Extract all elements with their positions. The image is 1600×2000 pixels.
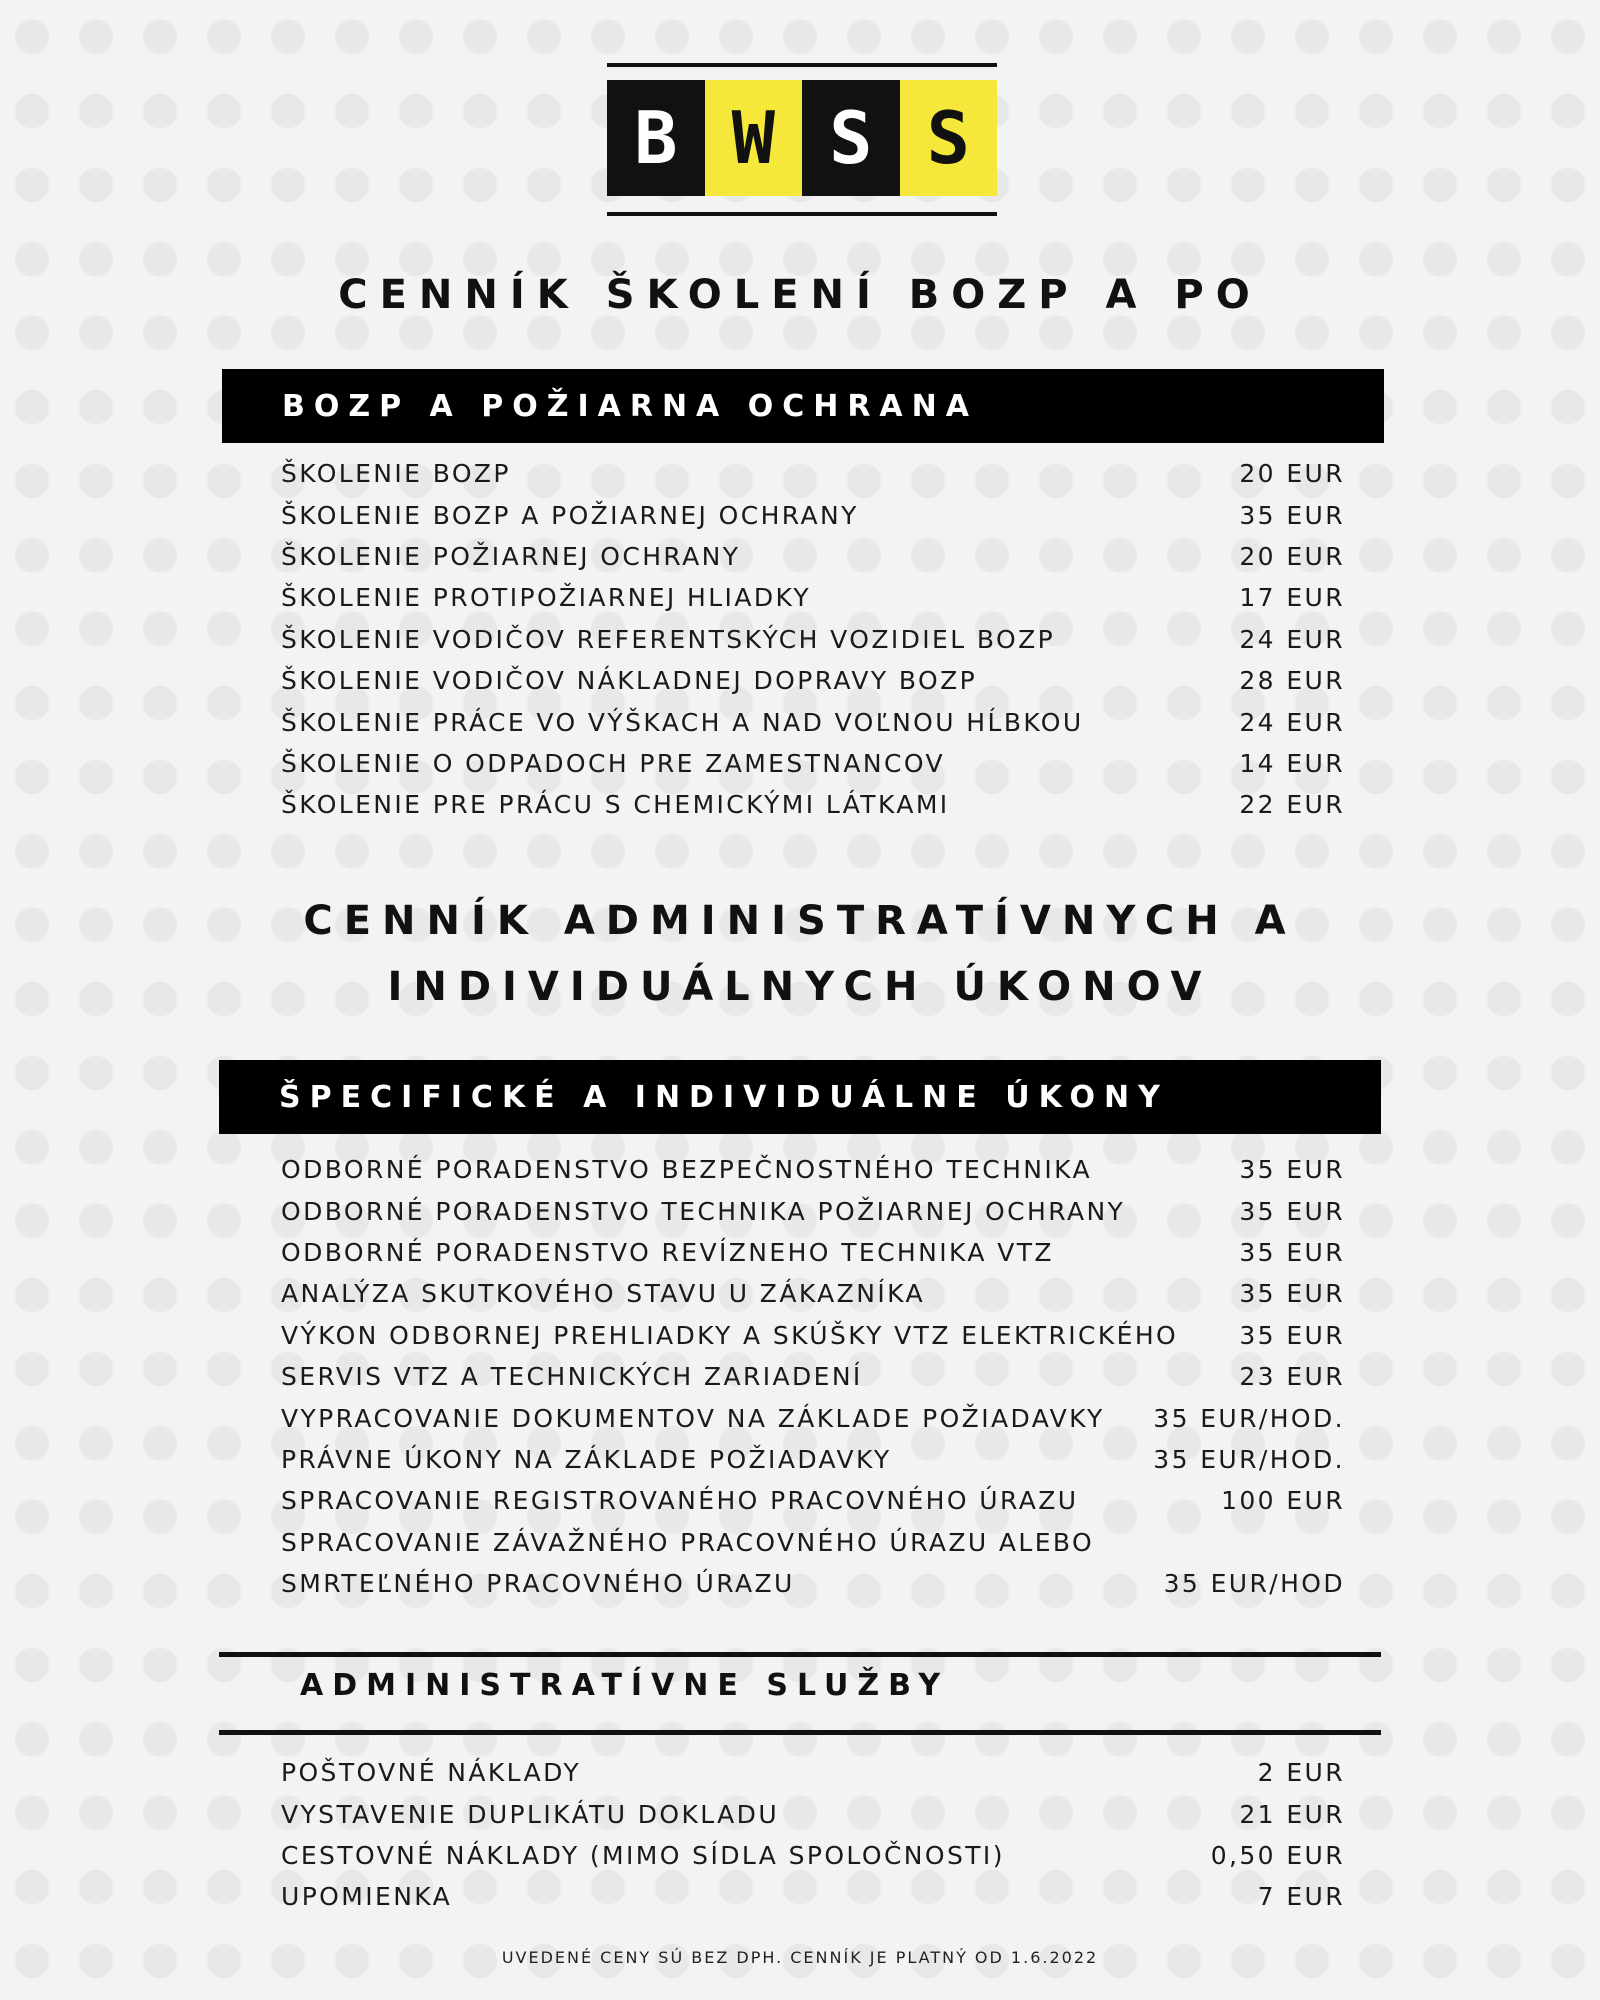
price-row xyxy=(281,1356,1345,1397)
price-row xyxy=(281,1876,1345,1917)
service-price: 14 EUR xyxy=(1239,748,1345,778)
price-row xyxy=(281,453,1345,494)
service-price: 100 EUR xyxy=(1221,1486,1345,1516)
service-price: 2 EUR xyxy=(1257,1758,1345,1788)
main-title-admin-line2: INDIVIDUÁLNYCH ÚKONOV xyxy=(387,964,1213,1010)
service-label: ŠKOLENIE BOZP xyxy=(281,459,511,489)
service-price: 35 EUR xyxy=(1239,500,1345,530)
service-label: ANALÝZA SKUTKOVÉHO STAVU U ZÁKAZNÍKA xyxy=(281,1279,925,1309)
service-label: PRÁVNE ÚKONY NA ZÁKLADE POŽIADAVKY xyxy=(281,1444,892,1474)
service-price: 21 EUR xyxy=(1239,1799,1345,1829)
price-row xyxy=(281,1793,1345,1834)
price-row xyxy=(281,660,1345,701)
service-label: ODBORNÉ PORADENSTVO REVÍZNEHO TECHNIKA VTZ xyxy=(281,1237,1054,1267)
service-price: 0,50 EUR xyxy=(1210,1840,1345,1870)
specific-price-list xyxy=(281,1149,1345,1604)
service-price: 35 EUR/HOD xyxy=(1163,1569,1345,1599)
service-price: 35 EUR xyxy=(1239,1279,1345,1309)
service-label: SERVIS VTZ A TECHNICKÝCH ZARIADENÍ xyxy=(281,1362,863,1392)
section-heading-admin-services: ADMINISTRATÍVNE SLUŽBY xyxy=(300,1668,950,1703)
service-price: 22 EUR xyxy=(1239,790,1345,820)
service-label: SPRACOVANIE REGISTROVANÉHO PRACOVNÉHO ÚRAZU xyxy=(281,1486,1079,1516)
service-price: 35 EUR xyxy=(1239,1155,1345,1185)
main-title-admin-line1: CENNÍK ADMINISTRATÍVNYCH A xyxy=(303,898,1297,944)
price-row xyxy=(281,494,1345,535)
service-label: CESTOVNÉ NÁKLADY (MIMO SÍDLA SPOLOČNOSTI) xyxy=(281,1840,1005,1870)
price-row xyxy=(281,1397,1345,1438)
service-label: ŠKOLENIE VODIČOV REFERENTSKÝCH VOZIDIEL BOZP xyxy=(281,624,1056,654)
service-price: 35 EUR xyxy=(1239,1196,1345,1226)
logo-letter-w: W xyxy=(705,80,803,196)
service-price: 7 EUR xyxy=(1257,1882,1345,1912)
logo-letter-s2: S xyxy=(900,80,998,196)
price-row xyxy=(281,1563,1345,1604)
service-price: 28 EUR xyxy=(1239,666,1345,696)
price-row xyxy=(281,1480,1345,1521)
price-row xyxy=(281,1232,1345,1273)
main-title-trainings: CENNÍK ŠKOLENÍ BOZP A PO xyxy=(338,272,1262,318)
service-price: 35 EUR/HOD. xyxy=(1153,1403,1345,1433)
service-price: 35 EUR xyxy=(1239,1237,1345,1267)
bwss-logo xyxy=(607,63,997,216)
price-row xyxy=(281,1273,1345,1314)
logo-top-rule xyxy=(607,63,997,67)
service-label: ŠKOLENIE PRE PRÁCU S CHEMICKÝMI LÁTKAMI xyxy=(281,790,950,820)
service-label: ŠKOLENIE PROTIPOŽIARNEJ HLIADKY xyxy=(281,583,812,613)
bozp-price-list xyxy=(281,453,1345,826)
price-row xyxy=(281,1835,1345,1876)
service-label: ŠKOLENIE PRÁCE VO VÝŠKACH A NAD VOĽNOU HĹBKOU xyxy=(281,707,1084,737)
footer-note: UVEDENÉ CENY SÚ BEZ DPH. CENNÍK JE PLATNÝ OD 1.6.2022 xyxy=(501,1948,1099,1967)
price-row xyxy=(281,577,1345,618)
price-row xyxy=(281,1190,1345,1231)
service-price: 20 EUR xyxy=(1239,541,1345,571)
section-heading-bozp: BOZP A POŽIARNA OCHRANA xyxy=(222,369,1384,443)
price-row xyxy=(281,743,1345,784)
service-label: ODBORNÉ PORADENSTVO BEZPEČNOSTNÉHO TECHNIKA xyxy=(281,1155,1093,1185)
logo-bottom-rule xyxy=(607,212,997,216)
service-label: ŠKOLENIE VODIČOV NÁKLADNEJ DOPRAVY BOZP xyxy=(281,666,978,696)
service-label: POŠTOVNÉ NÁKLADY xyxy=(281,1758,582,1788)
logo-letter-s1: S xyxy=(802,80,900,196)
price-row xyxy=(281,1439,1345,1480)
service-price: 23 EUR xyxy=(1239,1362,1345,1392)
service-label: ODBORNÉ PORADENSTVO TECHNIKA POŽIARNEJ OCHRANY xyxy=(281,1196,1126,1226)
service-label: ŠKOLENIE POŽIARNEJ OCHRANY xyxy=(281,541,741,571)
price-row xyxy=(281,1315,1345,1356)
service-price: 35 EUR/HOD. xyxy=(1153,1444,1345,1474)
price-row xyxy=(281,1149,1345,1190)
price-row xyxy=(281,1522,1345,1563)
divider-top xyxy=(219,1652,1381,1657)
service-price: 35 EUR xyxy=(1239,1320,1345,1350)
service-label: VÝKON ODBORNEJ PREHLIADKY A SKÚŠKY VTZ ELEKTRICKÉHO xyxy=(281,1320,1179,1350)
price-row xyxy=(281,701,1345,742)
service-price: 24 EUR xyxy=(1239,707,1345,737)
service-price: 24 EUR xyxy=(1239,624,1345,654)
service-price: 20 EUR xyxy=(1239,459,1345,489)
logo-letter-b: B xyxy=(607,80,705,196)
price-row xyxy=(281,784,1345,825)
service-label: ŠKOLENIE O ODPADOCH PRE ZAMESTNANCOV xyxy=(281,748,945,778)
service-label: VYPRACOVANIE DOKUMENTOV NA ZÁKLADE POŽIADAVKY xyxy=(281,1403,1105,1433)
service-label: VYSTAVENIE DUPLIKÁTU DOKLADU xyxy=(281,1799,780,1829)
service-label: UPOMIENKA xyxy=(281,1882,453,1912)
service-label: ŠKOLENIE BOZP A POŽIARNEJ OCHRANY xyxy=(281,500,859,530)
service-label: SPRACOVANIE ZÁVAŽNÉHO PRACOVNÉHO ÚRAZU ALEBO xyxy=(281,1527,1095,1557)
divider-bottom xyxy=(219,1730,1381,1735)
logo-tiles xyxy=(607,80,997,196)
service-label: SMRTEĽNÉHO PRACOVNÉHO ÚRAZU xyxy=(281,1569,795,1599)
admin-services-price-list xyxy=(281,1752,1345,1918)
service-price: 17 EUR xyxy=(1239,583,1345,613)
price-row xyxy=(281,619,1345,660)
price-row xyxy=(281,1752,1345,1793)
section-heading-specific: ŠPECIFICKÉ A INDIVIDUÁLNE ÚKONY xyxy=(219,1060,1381,1134)
price-row xyxy=(281,536,1345,577)
